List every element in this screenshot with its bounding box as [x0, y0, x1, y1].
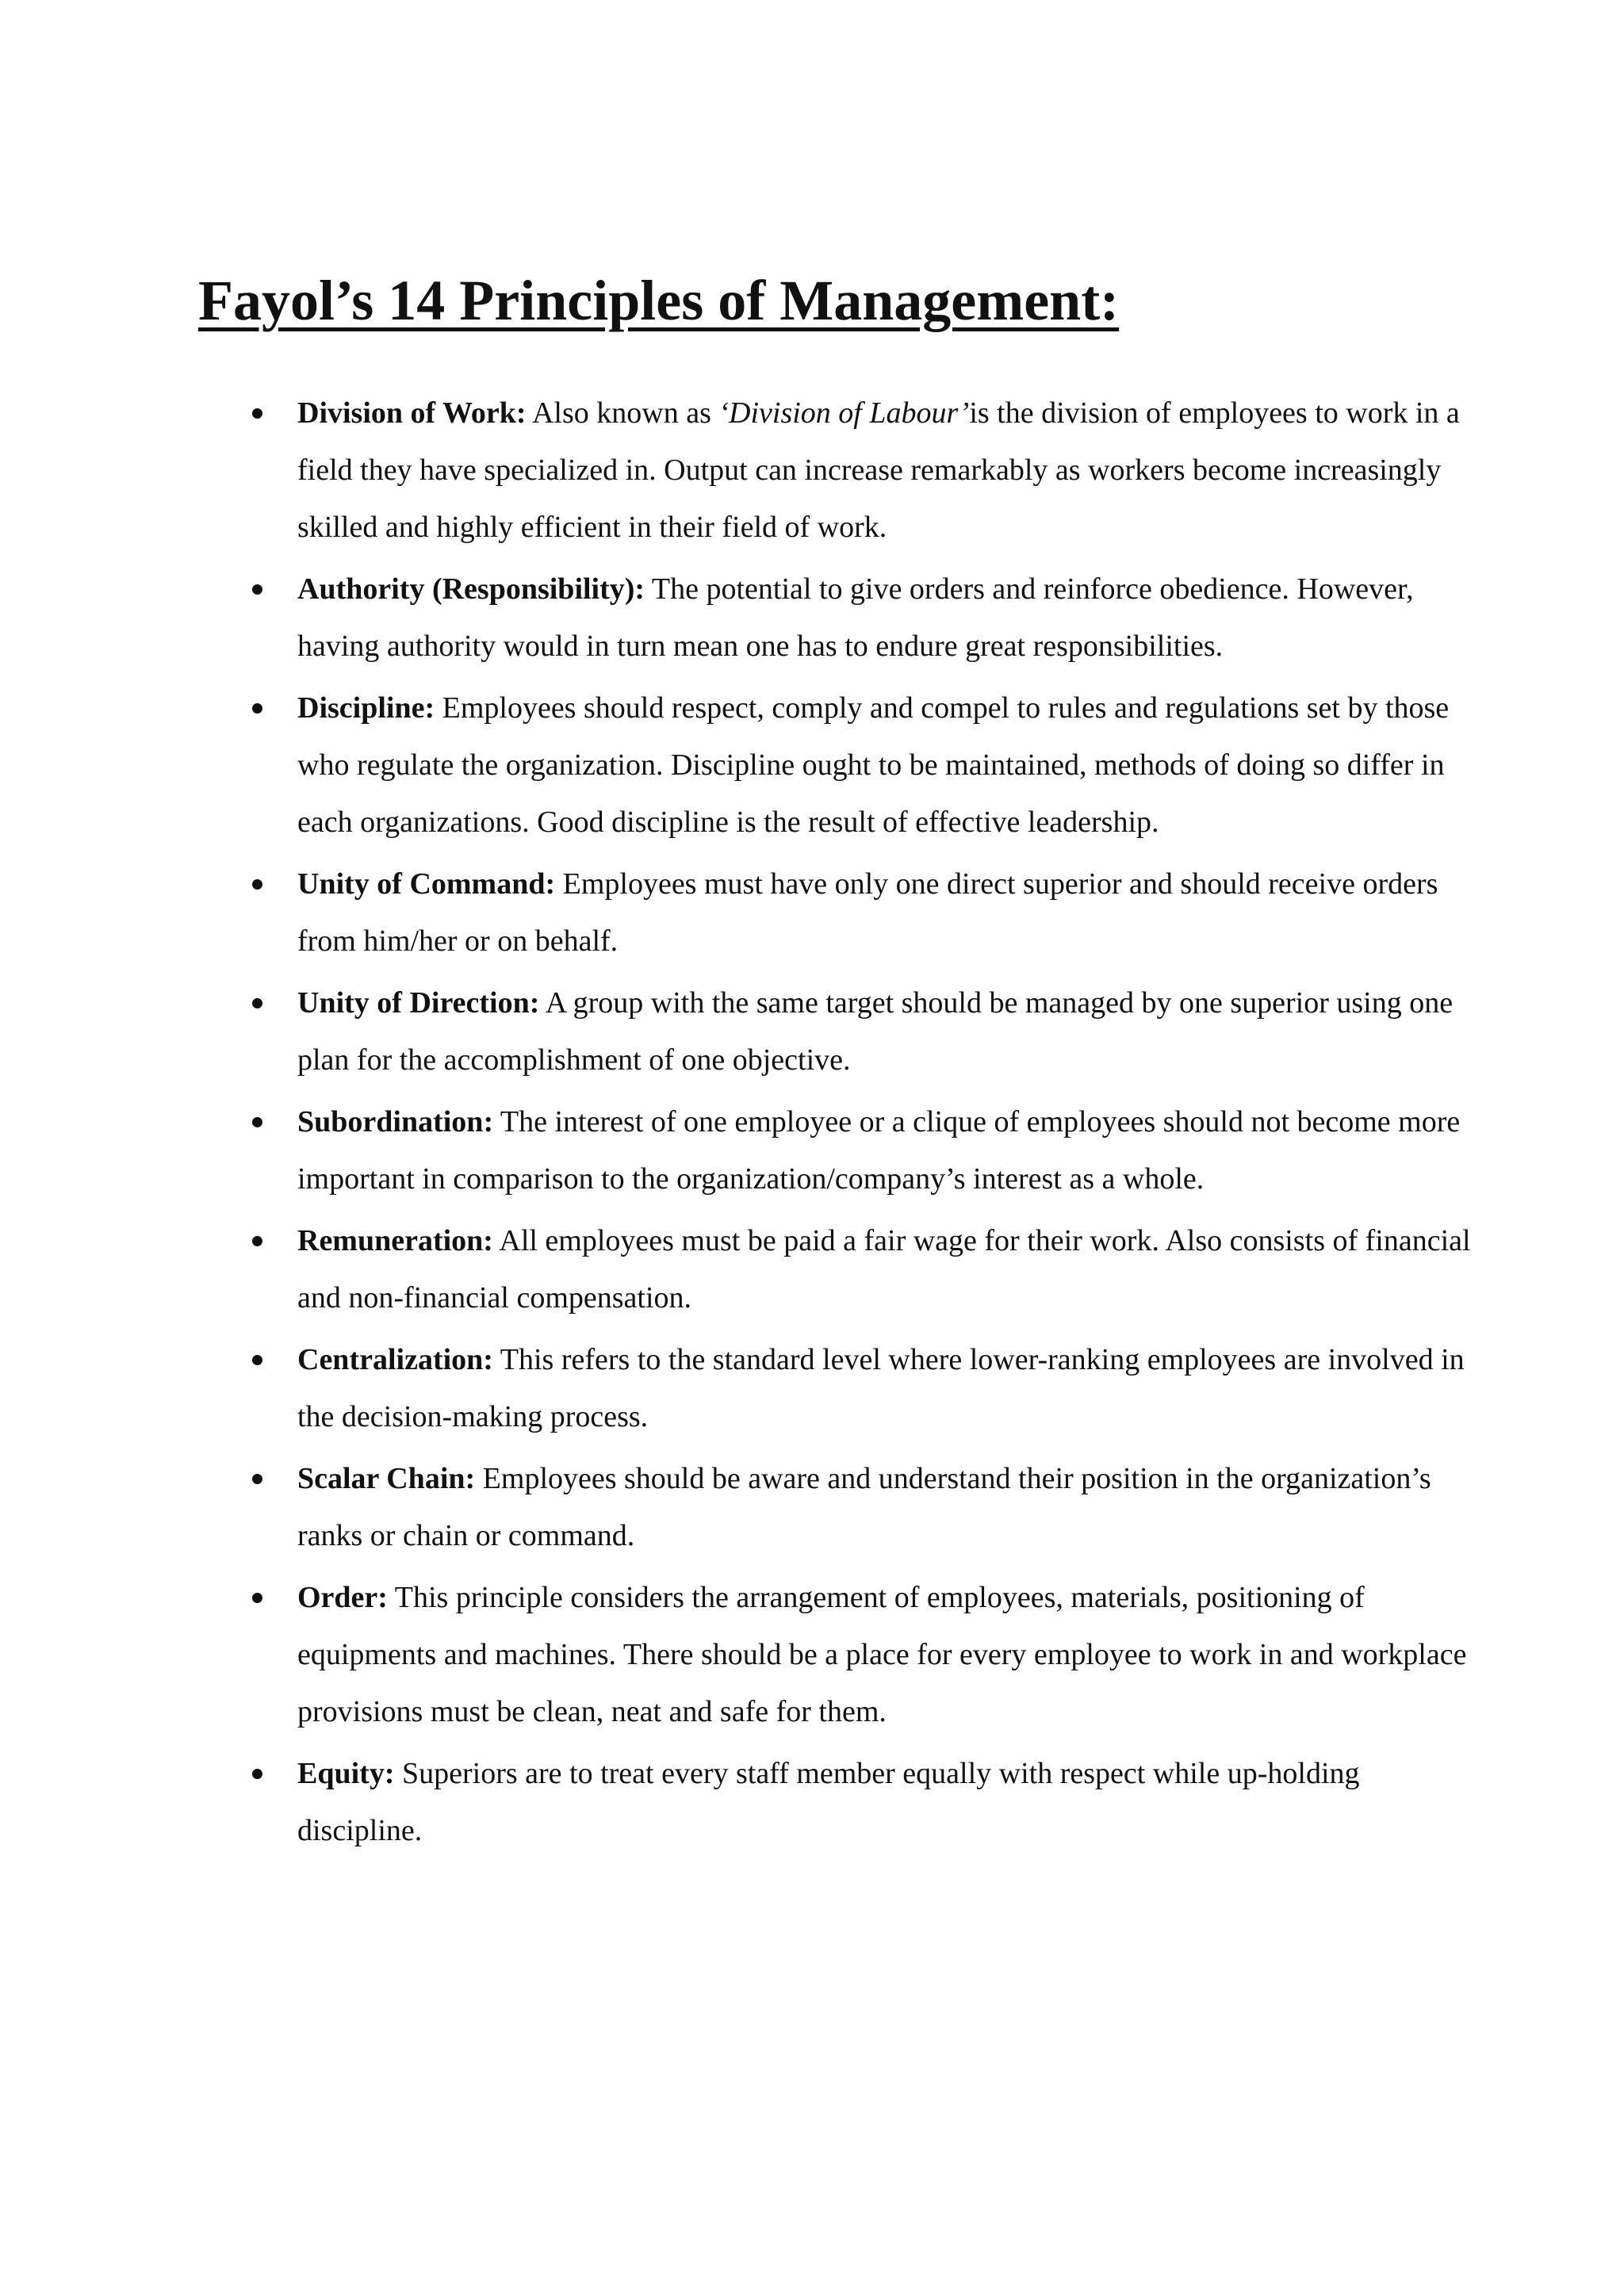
- principle-term: Division of Work:: [297, 396, 527, 430]
- principle-term: Unity of Command:: [297, 867, 556, 901]
- principle-text: Employees must have only one direct superior and should receive orders from him/her or on behalf.: [297, 867, 1438, 958]
- principle-text: is the division of employees to work in a field they have specialized in. Output can increase remarkably as workers become increasingly skilled and highly efficient in their field of work.: [297, 396, 1460, 544]
- principles-list: [238, 385, 1475, 1864]
- list-item-subordination: [238, 1093, 1475, 1207]
- principle-term: Subordination:: [297, 1105, 494, 1138]
- bullet-icon: [252, 584, 262, 595]
- principle-term: Authority (Responsibility):: [297, 572, 645, 606]
- list-item-authority: [238, 561, 1475, 675]
- bullet-icon: [252, 1355, 262, 1365]
- bullet-icon: [252, 879, 262, 890]
- principle-text: The potential to give orders and reinforce obedience. However, having authority would in turn mean one has to endure great responsibilities.: [297, 572, 1414, 663]
- principle-text: A group with the same target should be managed by one superior using one plan for the accomplishment of one objective.: [297, 986, 1454, 1077]
- bullet-icon: [252, 1117, 262, 1127]
- list-item-division-of-work: [238, 385, 1475, 556]
- list-item-discipline: [238, 679, 1475, 851]
- principle-text: This refers to the standard level where lower-ranking employees are involved in the decision-making process.: [297, 1343, 1465, 1433]
- principle-term: Scalar Chain:: [297, 1462, 476, 1495]
- principle-emphasis: ‘Division of Labour’: [718, 396, 970, 430]
- page-title: Fayol’s 14 Principles of Management:: [198, 269, 1120, 332]
- principle-text: Employees should respect, comply and compel to rules and regulations set by those who regulate the organization. Discipline ought to be maintained, methods of doing so differ in each organizations. Good discipline is the result of effective leadership.: [297, 691, 1450, 839]
- principle-text: Employees should be aware and understand their position in the organization’s ranks or chain or command.: [297, 1462, 1431, 1552]
- list-item-centralization: [238, 1331, 1475, 1445]
- principle-text: The interest of one employee or a clique of employees should not become more important in comparison to the organization/company’s interest as a whole.: [297, 1105, 1461, 1196]
- bullet-icon: [252, 998, 262, 1008]
- principle-term: Centralization:: [297, 1343, 493, 1376]
- list-item-order: [238, 1569, 1475, 1740]
- bullet-icon: [252, 1474, 262, 1484]
- bullet-icon: [252, 703, 262, 714]
- principle-text: Superiors are to treat every staff member equally with respect while up-holding discipline.: [297, 1757, 1360, 1847]
- principle-term: Remuneration:: [297, 1224, 493, 1257]
- principle-term: Discipline:: [297, 691, 435, 725]
- bullet-icon: [252, 1593, 262, 1603]
- list-item-unity-of-direction: [238, 974, 1475, 1089]
- principle-text: This principle considers the arrangement of employees, materials, positioning of equipments and machines. There should be a place for every employee to work in and workplace provisions must be clean, neat and safe for them.: [297, 1581, 1467, 1728]
- list-item-remuneration: [238, 1212, 1475, 1326]
- principle-term: Unity of Direction:: [297, 986, 540, 1020]
- list-item-scalar-chain: [238, 1450, 1475, 1564]
- bullet-icon: [252, 408, 262, 419]
- list-item-unity-of-command: [238, 855, 1475, 970]
- principle-text: All employees must be paid a fair wage for their work. Also consists of financial and non-financial compensation.: [297, 1224, 1471, 1314]
- list-item-equity: [238, 1745, 1475, 1859]
- bullet-icon: [252, 1236, 262, 1246]
- principle-term: Equity:: [297, 1757, 395, 1790]
- principle-intro: Also known as: [531, 396, 711, 430]
- principle-term: Order:: [297, 1581, 388, 1614]
- bullet-icon: [252, 1769, 262, 1779]
